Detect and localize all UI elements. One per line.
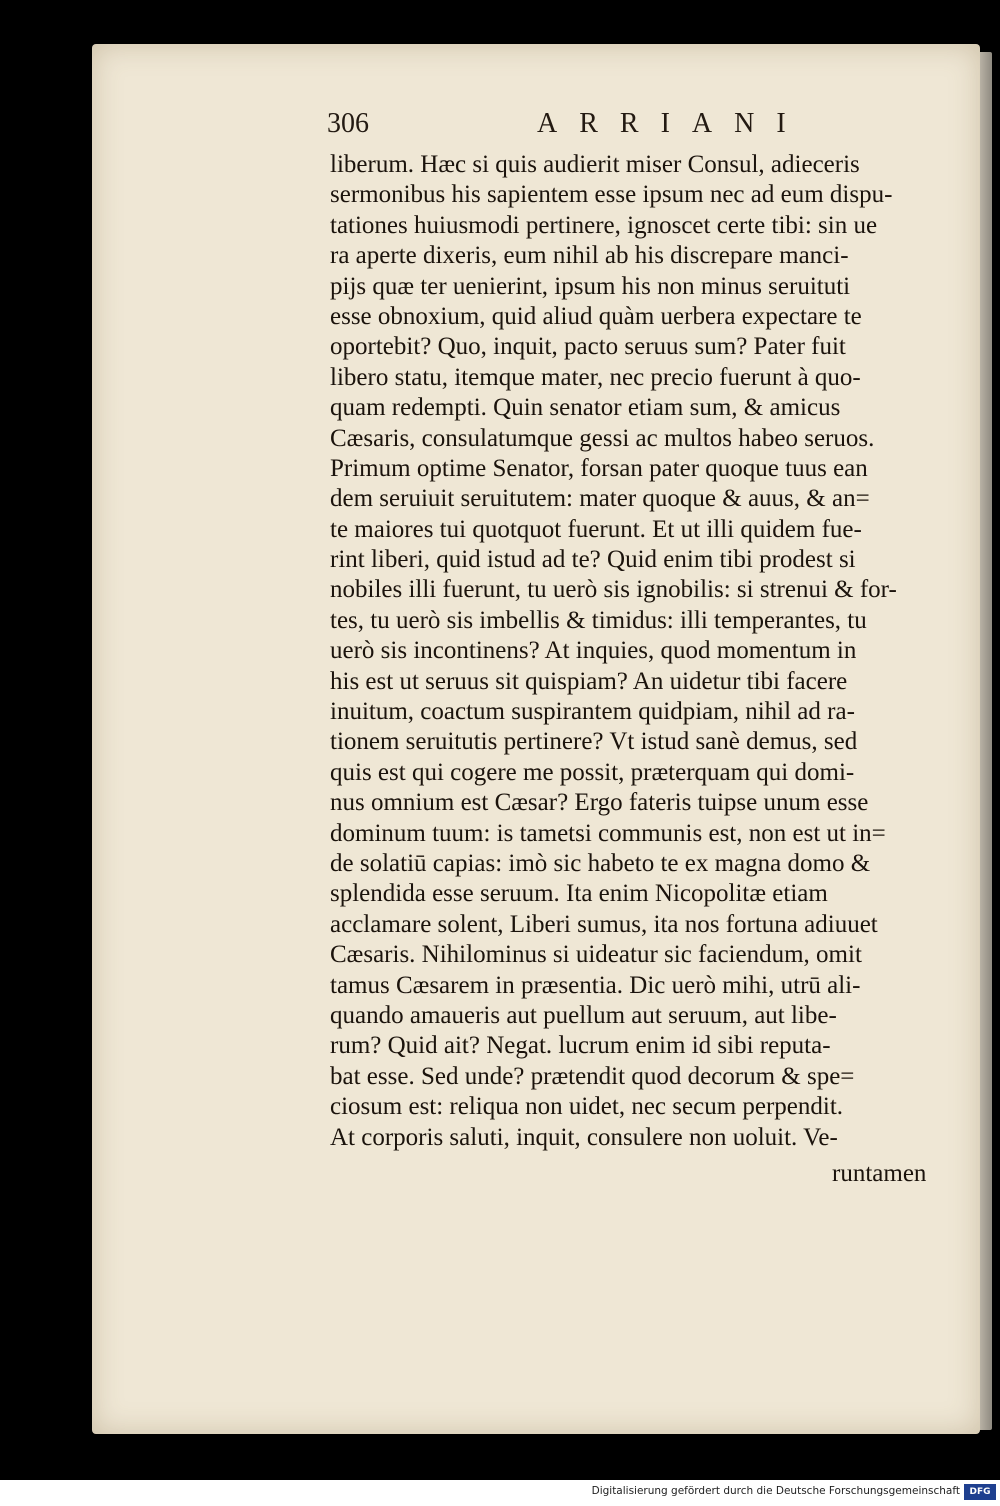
text-line: libero statu, itemque mater, nec precio fuerunt à quo- — [330, 363, 861, 391]
text-line: bat esse. Sed unde? prætendit quod decorum & spe= — [330, 1062, 855, 1090]
text-line: Cæsaris, consulatumque gessi ac multos habeo seruos. — [330, 424, 875, 452]
running-title: ARRIANI — [537, 108, 808, 139]
footer-credit: Digitalisierung gefördert durch die Deutsche Forschungsgemeinschaft — [591, 1485, 960, 1497]
text-line: tionem seruitutis pertinere? Vt istud sanè demus, sed — [330, 728, 858, 756]
text-line: te maiores tui quotquot fuerunt. Et ut illi quidem fue- — [330, 515, 862, 543]
text-line: sermonibus his sapientem esse ipsum nec ad eum dispu- — [330, 181, 893, 209]
text-line: Primum optime Senator, forsan pater quoque tuus ean — [330, 454, 868, 482]
page-number: 306 — [327, 108, 369, 139]
text-line: rum? Quid ait? Negat. lucrum enim id sibi reputa- — [330, 1032, 831, 1060]
page-header — [327, 108, 967, 148]
text-line: liberum. Hæc si quis audierit miser Consul, adieceris — [330, 151, 860, 178]
text-line: oportebit? Quo, inquit, pacto seruus sum? Pater fuit — [330, 333, 846, 361]
catchword: runtamen — [832, 1160, 927, 1187]
text-line: ra aperte dixeris, eum nihil ab his discrepare manci- — [330, 242, 849, 270]
text-line: nus omnium est Cæsar? Ergo fateris tuipse unum esse — [330, 789, 869, 817]
text-line: pijs quæ ter uenierint, ipsum his non minus seruituti — [330, 272, 851, 300]
text-line: tes, tu uerò sis imbellis & timidus: illi temperantes, tu — [330, 606, 867, 634]
text-line: rint liberi, quid istud ad te? Quid enim tibi prodest si — [330, 546, 856, 574]
text-line: nobiles illi fuerunt, tu uerò sis ignobilis: si strenui & for- — [330, 576, 897, 604]
text-line: quando amaueris aut puellum aut seruum, aut libe- — [330, 1001, 837, 1029]
text-line: ciosum est: reliqua non uidet, nec secum perpendit. — [330, 1093, 844, 1121]
text-line: esse obnoxium, quid aliud quàm uerbera expectare te — [330, 302, 862, 330]
text-line: dominum tuum: is tametsi communis est, non est ut in= — [330, 819, 886, 847]
text-line: uerò sis incontinens? At inquies, quod momentum in — [330, 637, 857, 665]
text-line: dem seruiuit seruitutem: mater quoque & auus, & an= — [330, 485, 870, 513]
text-line: Cæsaris. Nihilominus si uideatur sic faciendum, omit — [330, 941, 862, 969]
text-line: quis est qui cogere me possit, præterquam qui domi- — [330, 758, 855, 786]
body-text — [330, 150, 958, 1153]
footer-bar — [0, 1480, 1000, 1506]
text-line: tationes huiusmodi pertinere, ignoscet certe tibi: sin ue — [330, 211, 878, 239]
text-line: acclamare solent, Liberi sumus, ita nos fortuna adiuuet — [330, 910, 878, 938]
text-line: quam redempti. Quin senator etiam sum, & amicus — [330, 394, 841, 422]
text-line: his est ut seruus sit quispiam? An uidetur tibi facere — [330, 667, 848, 695]
text-line: splendida esse seruum. Ita enim Nicopolitæ etiam — [330, 880, 828, 908]
text-line: inuitum, coactum suspirantem quidpiam, nihil ad ra- — [330, 698, 855, 726]
text-line: At corporis saluti, inquit, consulere non uoluit. Ve- — [330, 1123, 838, 1151]
text-line: de solatiū capias: imò sic habeto te ex magna domo & — [330, 849, 871, 877]
text-line: tamus Cæsarem in præsentia. Dic uerò mihi, utrū ali- — [330, 971, 861, 999]
dfg-logo: DFG — [964, 1484, 996, 1500]
